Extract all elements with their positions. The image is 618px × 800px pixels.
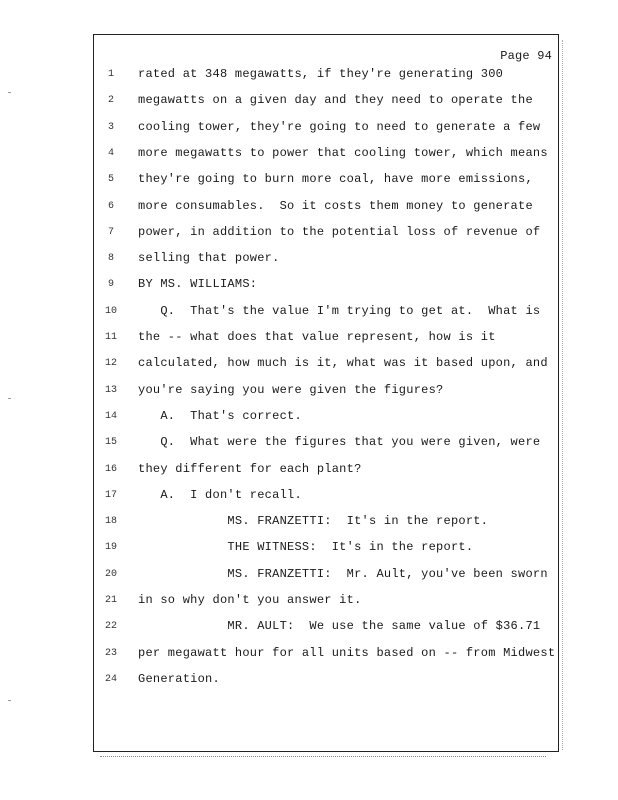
transcript-line	[94, 199, 558, 225]
transcript-line	[94, 330, 558, 356]
transcript-line	[94, 462, 558, 488]
transcript-line	[94, 488, 558, 514]
line-text: megawatts on a given day and they need to operate the	[138, 93, 533, 108]
line-number: 1	[107, 69, 114, 80]
line-text: A. That's correct.	[138, 408, 302, 423]
transcript-line	[94, 567, 558, 593]
bottom-rule	[100, 756, 546, 758]
line-number: 17	[104, 489, 117, 501]
line-text: power, in addition to the potential loss of revenue of	[138, 224, 541, 239]
line-text: you're saying you were given the figures?	[138, 382, 444, 397]
transcript-line	[94, 540, 558, 566]
line-text: calculated, how much is it, what was it based upon, and	[138, 356, 548, 371]
line-text: in so why don't you answer it.	[138, 593, 362, 607]
line-number: 21	[104, 595, 117, 606]
line-text: MS. FRANZETTI: Mr. Ault, you've been sworn	[138, 566, 548, 581]
line-number: 11	[104, 332, 117, 343]
transcript-line	[94, 646, 558, 672]
line-number: 3	[107, 121, 114, 133]
line-number: 9	[107, 279, 114, 291]
transcript-line	[94, 409, 558, 435]
transcript-page	[93, 34, 559, 752]
transcript-line	[94, 619, 558, 645]
line-number: 13	[104, 384, 117, 396]
transcript-line	[94, 225, 558, 251]
line-text: MS. FRANZETTI: It's in the report.	[138, 514, 489, 529]
transcript-line	[94, 435, 558, 461]
line-number: 7	[107, 226, 114, 238]
line-number: 24	[104, 673, 117, 685]
line-text: MR. AULT: We use the same value of $36.71	[138, 619, 541, 634]
transcript-line	[94, 172, 558, 198]
line-number: 12	[104, 358, 117, 370]
line-number: 5	[107, 174, 114, 186]
margin-mark	[8, 700, 11, 701]
line-text: they different for each plant?	[138, 461, 362, 476]
line-text: more consumables. So it costs them money to generate	[138, 198, 533, 213]
line-number: 2	[107, 95, 114, 107]
transcript-line	[94, 672, 558, 698]
page-edge-shadow	[562, 40, 565, 750]
line-text: Generation.	[138, 671, 220, 686]
line-text: Q. That's the value I'm trying to get at. What is	[138, 303, 541, 318]
line-text: rated at 348 megawatts, if they're generating 300	[138, 67, 504, 81]
line-number: 19	[104, 542, 117, 554]
transcript-line	[94, 146, 558, 172]
line-number: 10	[104, 305, 117, 317]
transcript-line	[94, 120, 558, 146]
line-text: cooling tower, they're going to need to generate a few	[138, 119, 541, 134]
line-text: THE WITNESS: It's in the report.	[138, 540, 474, 555]
line-text: per megawatt hour for all units based on -- from Midwest	[138, 645, 556, 660]
line-number: 15	[104, 437, 117, 449]
transcript-line	[94, 514, 558, 540]
line-text: selling that power.	[138, 251, 280, 266]
transcript-line	[94, 593, 558, 619]
line-number: 20	[104, 568, 117, 580]
line-text: Q. What were the figures that you were given, were	[138, 435, 541, 450]
line-number: 22	[104, 621, 117, 633]
line-text: A. I don't recall.	[138, 487, 302, 502]
line-number: 8	[107, 253, 114, 265]
line-number: 18	[104, 516, 117, 528]
transcript-line	[94, 383, 558, 409]
transcript-line	[94, 356, 558, 382]
line-text: they're going to burn more coal, have more emissions,	[138, 172, 533, 187]
line-number: 14	[104, 410, 117, 422]
transcript-line	[94, 304, 558, 330]
page-number: Page 94	[500, 49, 552, 63]
line-number: 16	[104, 463, 117, 475]
line-number: 23	[104, 647, 117, 659]
line-text: BY MS. WILLIAMS:	[138, 277, 258, 292]
line-number: 4	[107, 147, 114, 159]
line-number: 6	[107, 200, 114, 212]
line-text: the -- what does that value represent, how is it	[138, 330, 496, 344]
transcript-line	[94, 277, 558, 303]
transcript-line	[94, 67, 558, 93]
transcript-line	[94, 93, 558, 119]
transcript-line	[94, 251, 558, 277]
margin-mark	[8, 398, 11, 399]
line-text: more megawatts to power that cooling tower, which means	[138, 145, 548, 160]
margin-mark	[8, 92, 11, 93]
